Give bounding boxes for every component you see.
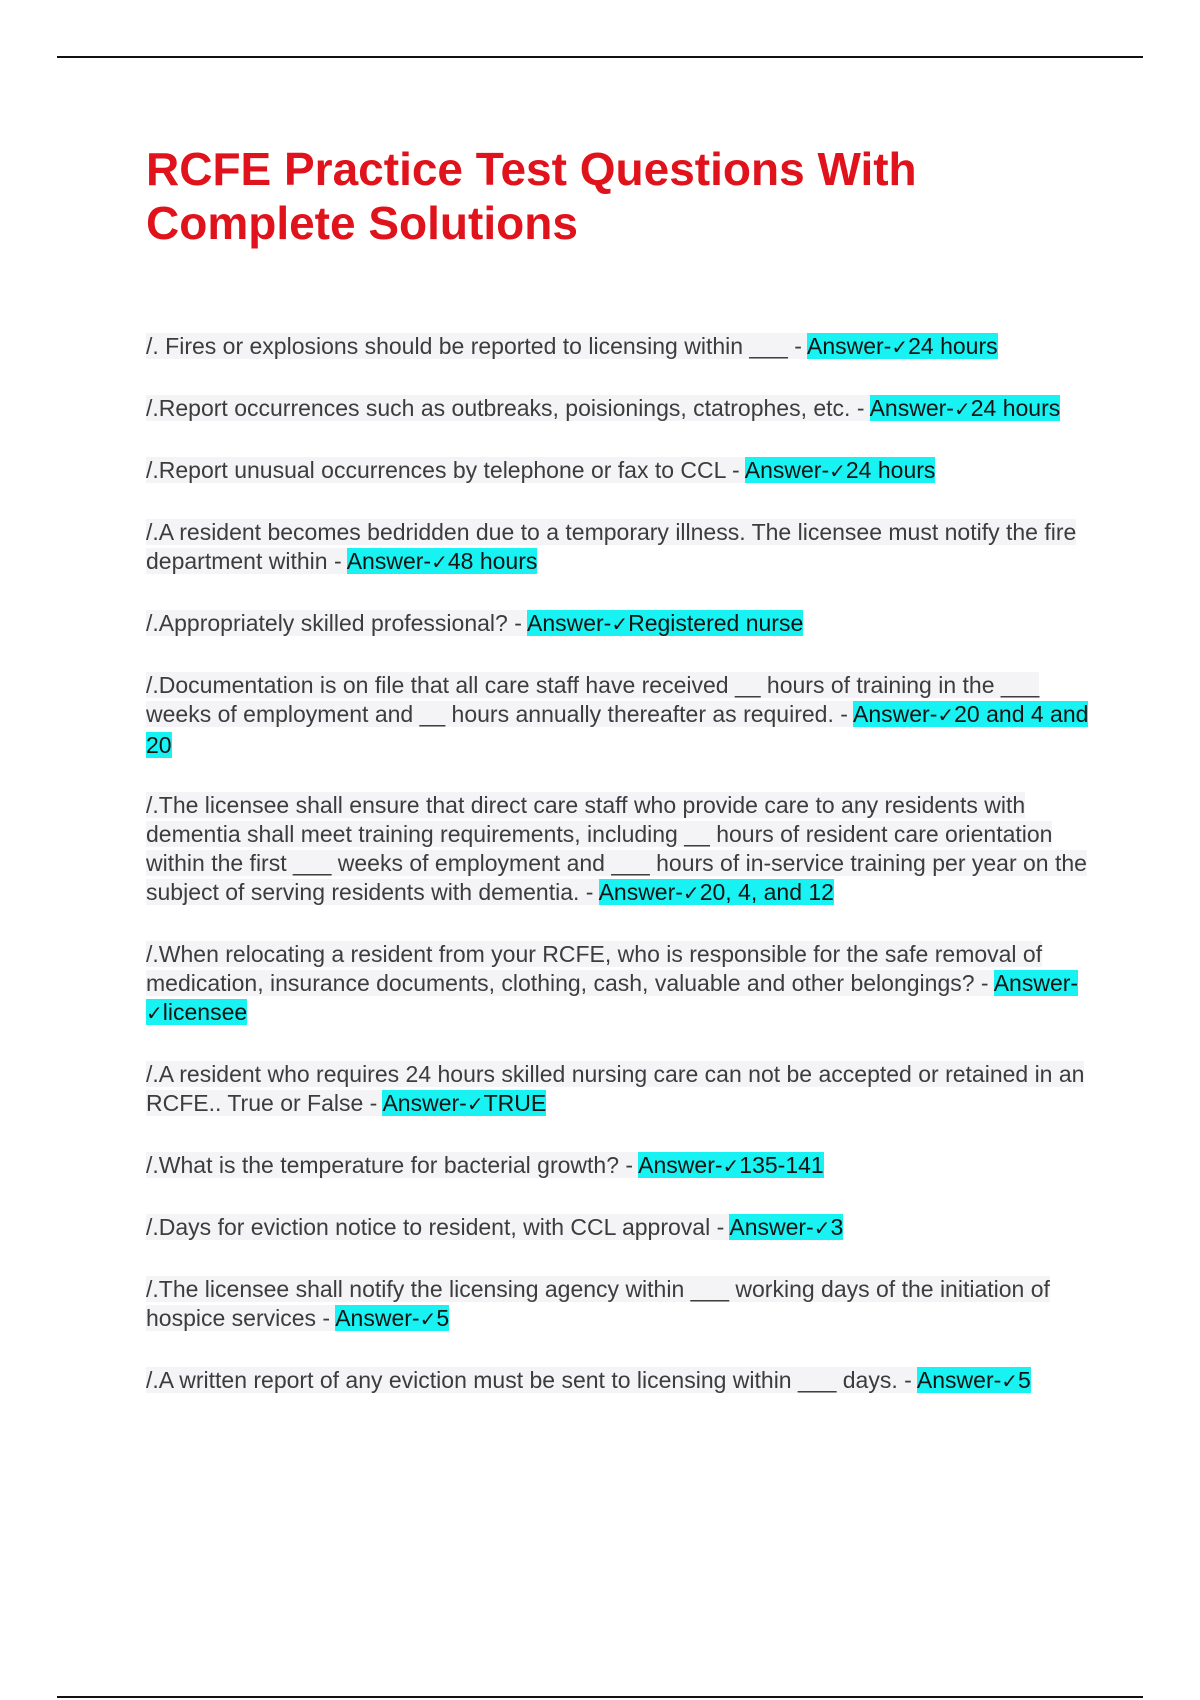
answer-highlight (638, 1152, 824, 1178)
qa-item: /.A written report of any eviction must be sent to licensing within ___ days. - Answer-✓5 (146, 1366, 1090, 1397)
answer-prefix: Answer- (382, 1090, 467, 1116)
checkmark-icon: ✓ (611, 614, 629, 636)
answer-highlight (729, 1214, 843, 1240)
question-text: /.A resident becomes bedridden due to a temporary illness. The licensee must notify the fire department within (146, 519, 1077, 574)
qa-item: /.The licensee shall ensure that direct care staff who provide care to any residents with dementia shall meet training requirements, including __ hours of resident care orientation within the first ___ weeks of employment and ___ hours of in-service training per year on the subject of serving residents with dementia. - Answer-✓20, 4, and 12 (146, 791, 1090, 909)
checkmark-icon: ✓ (146, 1003, 163, 1025)
answer-highlight (599, 879, 834, 905)
answer-text: 24 hours (908, 333, 998, 359)
checkmark-icon: ✓ (722, 1156, 740, 1178)
checkmark-icon: ✓ (937, 705, 955, 727)
checkmark-icon: ✓ (419, 1309, 437, 1331)
qa-item: /.Days for eviction notice to resident, with CCL approval - Answer-✓3 (146, 1213, 1090, 1244)
checkmark-icon: ✓ (1001, 1371, 1019, 1393)
document-title: RCFE Practice Test Questions With Complete Solutions (146, 143, 917, 249)
answer-prefix: Answer- (993, 970, 1079, 996)
answer-prefix: Answer- (729, 1214, 814, 1240)
checkmark-icon: ✓ (431, 552, 448, 574)
qa-item: /.Documentation is on file that all care staff have received __ hours of training in the ___ weeks of employment and __ hours annually thereafter as required. - Answer-✓20 and 4 and 20 (146, 672, 1089, 758)
answer-text: 135-141 (739, 1152, 824, 1178)
answer-prefix: Answer- (806, 333, 892, 359)
answer-prefix: Answer- (853, 701, 938, 727)
question-text: /.Report unusual occurrences by telephone or fax to CCL (146, 457, 732, 483)
bottom-rule (57, 1696, 1143, 1698)
answer-text: 5 (1018, 1367, 1031, 1393)
answer-text: 3 (830, 1214, 844, 1240)
answer-highlight (745, 457, 936, 483)
answer-text: 24 hours (845, 457, 936, 483)
answer-prefix: Answer- (346, 548, 432, 574)
question-text: /.Days for eviction notice to resident, with CCL approval (146, 1214, 717, 1240)
answer-text: 24 hours (970, 395, 1061, 421)
question-text: /. Fires or explosions should be reported to licensing within ___ (146, 333, 795, 359)
answer-text: Registered nurse (628, 610, 804, 636)
answer-prefix: Answer- (916, 1367, 1002, 1393)
qa-list (146, 332, 1090, 1397)
checkmark-icon: ✓ (891, 337, 909, 359)
qa-item: /.When relocating a resident from your RCFE, who is responsible for the safe removal of medication, insurance documents, clothing, cash, valuable and other belongings? - Answer-✓licensee (146, 940, 1090, 1029)
qa-item: /.Report occurrences such as outbreaks, poisionings, ctatrophes, etc. - Answer-✓24 hours (146, 394, 1090, 425)
answer-text: TRUE (483, 1090, 547, 1116)
qa-item: /. Fires or explosions should be reported to licensing within ___ - Answer-✓24 hours (146, 332, 1090, 363)
answer-text: 20 and 4 and 20 (146, 701, 1089, 758)
answer-highlight (870, 395, 1061, 421)
question-text: /.What is the temperature for bacterial growth? (146, 1152, 626, 1178)
qa-item: /.Report unusual occurrences by telephone or fax to CCL - Answer-✓24 hours (146, 456, 1090, 487)
top-rule (57, 56, 1143, 58)
answer-highlight (917, 1367, 1031, 1393)
checkmark-icon: ✓ (813, 1218, 831, 1240)
answer-highlight (527, 610, 803, 636)
answer-highlight (807, 333, 998, 359)
answer-text: licensee (162, 999, 248, 1025)
question-text: /.Appropriately skilled professional? (146, 610, 515, 636)
qa-item: /.What is the temperature for bacterial growth? - Answer-✓135-141 (146, 1151, 1090, 1182)
question-text: /.When relocating a resident from your RCFE, who is responsible for the safe removal of medication, insurance documents, clothing, cash, valuable and other belongings? (146, 941, 1043, 996)
answer-prefix: Answer- (598, 879, 683, 905)
checkmark-icon: ✓ (682, 883, 700, 905)
answer-text: 20, 4, and 12 (699, 879, 834, 905)
question-text: /.A resident who requires 24 hours skilled nursing care can not be accepted or retained in an RCFE.. True or False (146, 1061, 1085, 1116)
qa-item: /.Appropriately skilled professional? - Answer-✓Registered nurse (146, 609, 1090, 640)
checkmark-icon: ✓ (829, 461, 846, 483)
answer-prefix: Answer- (335, 1305, 420, 1331)
answer-highlight (382, 1090, 546, 1116)
answer-text: 48 hours (447, 548, 538, 574)
question-text: /.Documentation is on file that all care staff have received __ hours of training in the ___ weeks of employment and __ hours annually thereafter as required. (146, 672, 1040, 727)
checkmark-icon: ✓ (953, 399, 971, 421)
question-text: /.Report occurrences such as outbreaks, poisionings, ctatrophes, etc. (146, 395, 857, 421)
qa-item: /.A resident becomes bedridden due to a temporary illness. The licensee must notify the fire department within - Answer-✓48 hours (146, 518, 1090, 578)
answer-text: 5 (436, 1305, 450, 1331)
answer-prefix: Answer- (638, 1152, 723, 1178)
answer-prefix: Answer- (869, 395, 954, 421)
answer-highlight (347, 548, 538, 574)
question-text: /.A written report of any eviction must be sent to licensing within ___ days. (146, 1367, 905, 1393)
qa-item: /.The licensee shall notify the licensing agency within ___ working days of the initiation of hospice services - Answer-✓5 (146, 1275, 1090, 1335)
document-page (146, 142, 1090, 1428)
answer-prefix: Answer- (744, 457, 830, 483)
question-text: /.The licensee shall ensure that direct care staff who provide care to any residents with dementia shall meet training requirements, including __ hours of resident care orientation within the first ___ weeks of employment and ___ hours of in-service training per year on the subject of serving residents with dementia. (146, 792, 1087, 905)
answer-prefix: Answer- (526, 610, 612, 636)
answer-highlight (335, 1305, 449, 1331)
qa-item: /.A resident who requires 24 hours skilled nursing care can not be accepted or retained in an RCFE.. True or False - Answer-✓TRUE (146, 1060, 1090, 1120)
question-text: /.The licensee shall notify the licensing agency within ___ working days of the initiation of hospice services (146, 1276, 1050, 1331)
checkmark-icon: ✓ (466, 1094, 484, 1116)
